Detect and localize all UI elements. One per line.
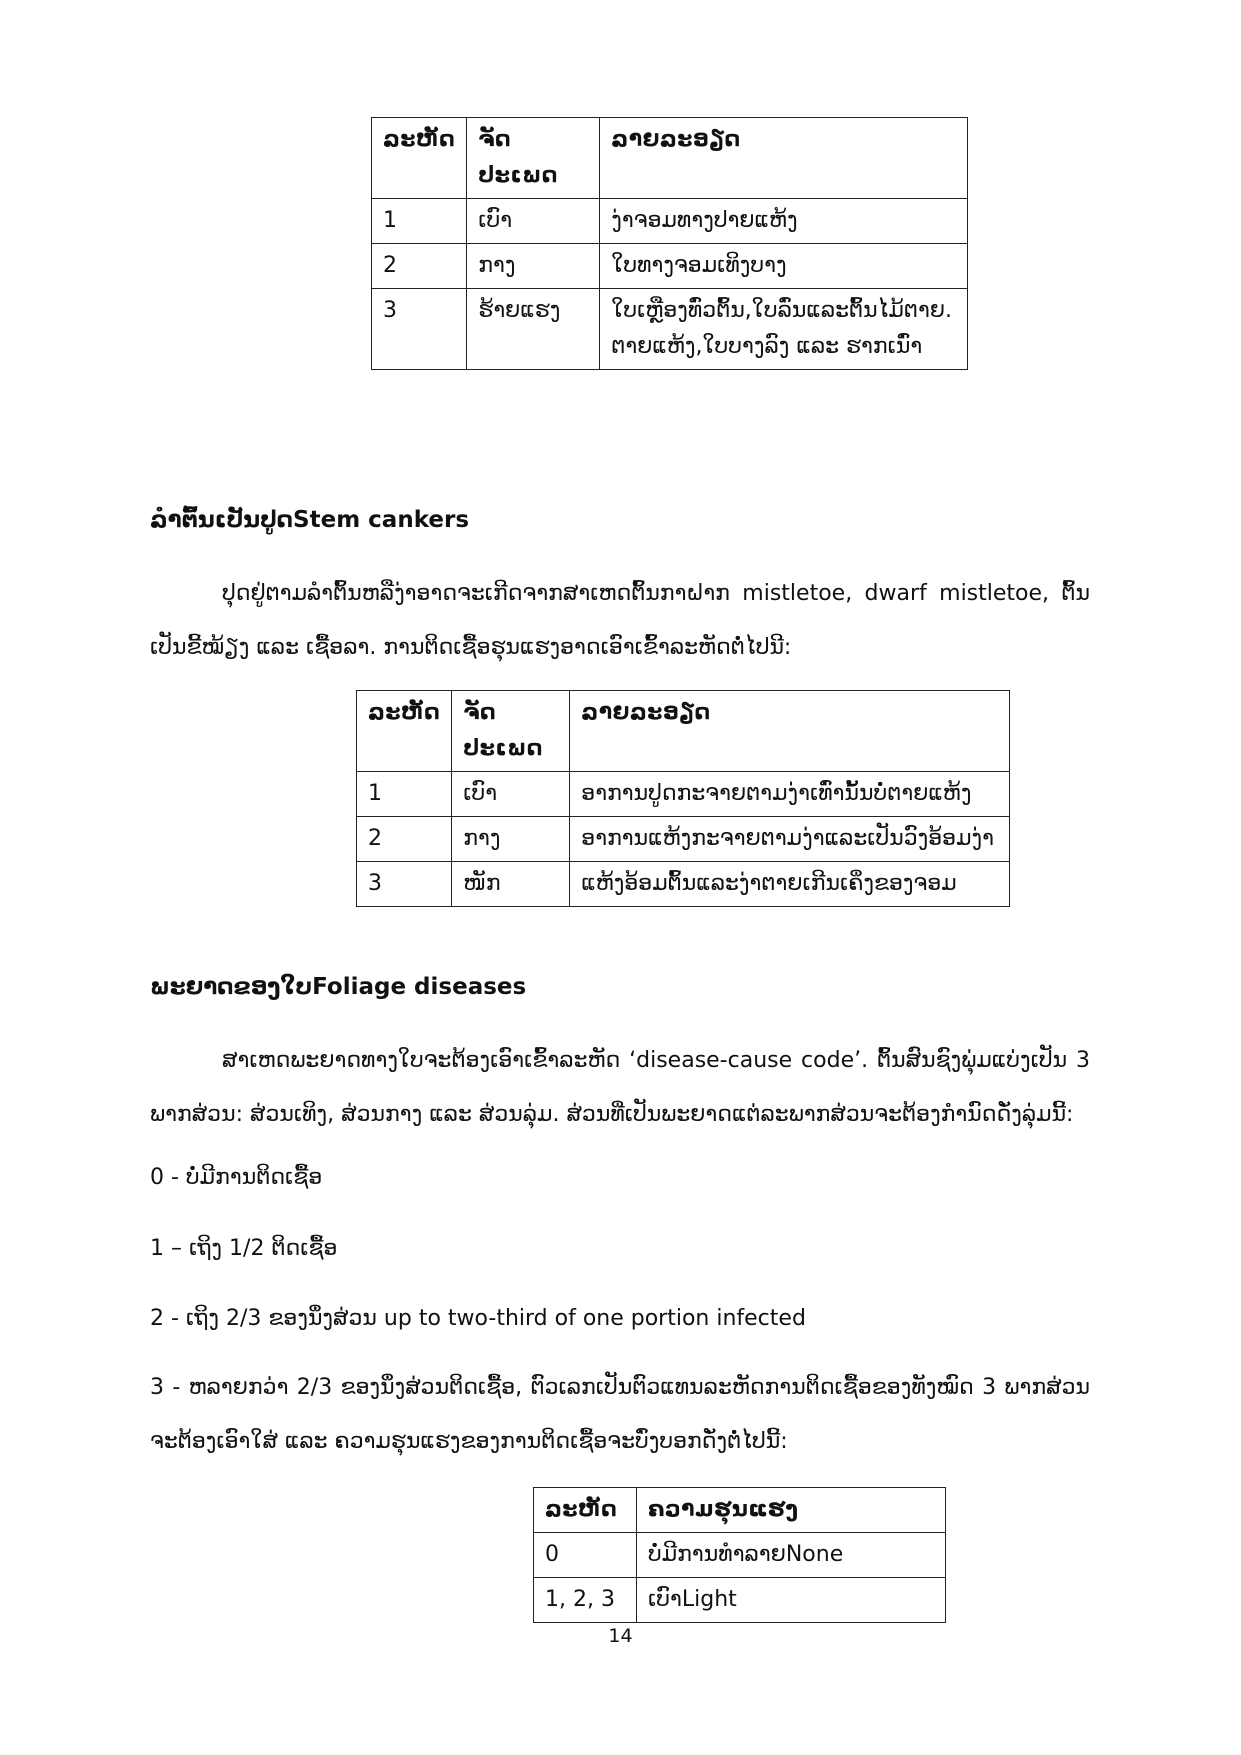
- cell-code: 1: [357, 772, 452, 817]
- code-line-3: 3 - ຫລາຍກວ່າ 2/3 ຂອງນຶ່ງສ່ວນຕິດເຊື້ອ, ຕົວເລກເປັນຕົວແທນລະຫັດການຕິດເຊື້ອຂອງທັງໝົດ 3 ພາກສ່ວນຈະຕ້ອງເອົາໃສ່ ແລະ ຄວາມຮຸນແຮງຂອງການຕິດເຊື້ອຈະບົ່ງບອກດັ່ງຕໍ່ໄປນີ້:: [150, 1375, 1090, 1454]
- code-line-2: 2 - ເຖິງ 2/3 ຂອງນຶ່ງສ່ວນ up to two-third of one portion infected: [150, 1306, 806, 1331]
- table-row: [372, 199, 968, 244]
- cell-code: 1: [372, 199, 467, 244]
- cell-code: 3: [357, 862, 452, 907]
- paragraph-foliage-diseases: [150, 1034, 1090, 1142]
- cell-category: ກາງ: [467, 244, 600, 289]
- severity-table-crown: [371, 117, 968, 370]
- cell-category: ເບົາ: [467, 199, 600, 244]
- table-row: [357, 862, 1010, 907]
- page-number: 14: [608, 1625, 633, 1647]
- cell-description: ອາການປູດກະຈາຍຕາມງ່າເທົ່ານັ້ນບໍ່ຕາຍແຫ້ງ: [570, 772, 1010, 817]
- table-row: [357, 772, 1010, 817]
- cell-description: ອາການແຫ້ງກະຈາຍຕາມງ່າແລະເປັນວົງອ້ອມງ່າ: [570, 817, 1010, 862]
- table-row: [372, 289, 968, 370]
- paragraph-text: ສາເຫດພະຍາດທາງໃບຈະຕ້ອງເອົາເຂົ້າລະຫັດ ‘disease-cause code’. ຕົ້ນສົນຊົງພຸ່ມແບ່ງເປັນ 3 ພາກສ່ວນ: ສ່ວນເທິງ, ສ່ວນກາງ ແລະ ສ່ວນລຸ່ມ. ສ່ວນທີ່ເປັນພະຍາດແຕ່ລະພາກສ່ວນຈະຕ້ອງກຳນົດດັ່ງລຸ່ມນີ້:: [150, 1048, 1090, 1127]
- table-row: [372, 244, 968, 289]
- cell-code: 1, 2, 3: [534, 1578, 637, 1623]
- cell-category: ໜັກ: [452, 862, 570, 907]
- table-row: [357, 817, 1010, 862]
- table-header-row: [372, 118, 968, 199]
- cell-code: 2: [372, 244, 467, 289]
- cell-code: 0: [534, 1533, 637, 1578]
- paragraph-text: ປຸດຢູ່ຕາມລຳຕົ້ນຫລືງ່າອາດຈະເກີດຈາກສາເຫດຕົ້ນກາຝາກ mistletoe, dwarf mistletoe, ຕົ້ນເປັນຂີ້ໝ້ຽງ ແລະ ເຊື້ອລາ. ການຕິດເຊື້ອຮຸນແຮງອາດເອົາເຂົ້າລະຫັດຕໍ່ໄປນີ:: [150, 581, 1090, 660]
- header-code: ລະຫັດ: [372, 118, 467, 199]
- header-description: ລາຍລະອຽດ: [570, 691, 1010, 772]
- header-category: ຈັດ ປະເພດ: [467, 118, 600, 199]
- header-code: ລະຫັດ: [534, 1488, 637, 1533]
- header-code: ລະຫັດ: [357, 691, 452, 772]
- table-header-row: [357, 691, 1010, 772]
- section-heading-foliage-diseases: ພະຍາດຂອງໃບFoliage diseases: [150, 974, 527, 1000]
- cell-code: 3: [372, 289, 467, 370]
- severity-table-foliage: [533, 1487, 946, 1623]
- cell-severity: ເບົາLight: [637, 1578, 946, 1623]
- table-row: [534, 1533, 946, 1578]
- cell-description: ງ່າຈອມທາງປາຍແຫ້ງ: [600, 199, 968, 244]
- cell-category: ກາງ: [452, 817, 570, 862]
- severity-table-stem: [356, 690, 1010, 907]
- header-description: ລາຍລະອຽດ: [600, 118, 968, 199]
- header-category: ຈັດ ປະເພດ: [452, 691, 570, 772]
- paragraph-stem-cankers: [150, 567, 1090, 675]
- section-heading-stem-cankers: ລຳຕົ້ນເປັນປູດStem cankers: [150, 507, 470, 533]
- cell-code: 2: [357, 817, 452, 862]
- cell-description: ໃບເຫຼືອງທົ່ວຕົ້ນ,ໃບລົ່ນແລະຕົ້ນໄມ້ຕາຍ. ຕາຍແຫ້ງ,ໃບບາງລົງ ແລະ ຮາກເນົ່າ: [600, 289, 968, 370]
- cell-severity: ບໍ່ມີການທຳລາຍNone: [637, 1533, 946, 1578]
- cell-category: ຮ້າຍແຮງ: [467, 289, 600, 370]
- code-line-0: 0 - ບໍ່ມີການຕິດເຊື້ອ: [150, 1165, 323, 1190]
- cell-description: ແຫ້ງອ້ອມຕົ້ນແລະງ່າຕາຍເກີນເຄິ່ງຂອງຈອມ: [570, 862, 1010, 907]
- code-line-1: 1 – ເຖິງ 1/2 ຕິດເຊື້ອ: [150, 1236, 338, 1261]
- header-severity: ຄວາມຮຸນແຮງ: [637, 1488, 946, 1533]
- table-header-row: [534, 1488, 946, 1533]
- table-row: [534, 1578, 946, 1623]
- cell-description: ໃບທາງຈອມເທິງບາງ: [600, 244, 968, 289]
- cell-category: ເບົາ: [452, 772, 570, 817]
